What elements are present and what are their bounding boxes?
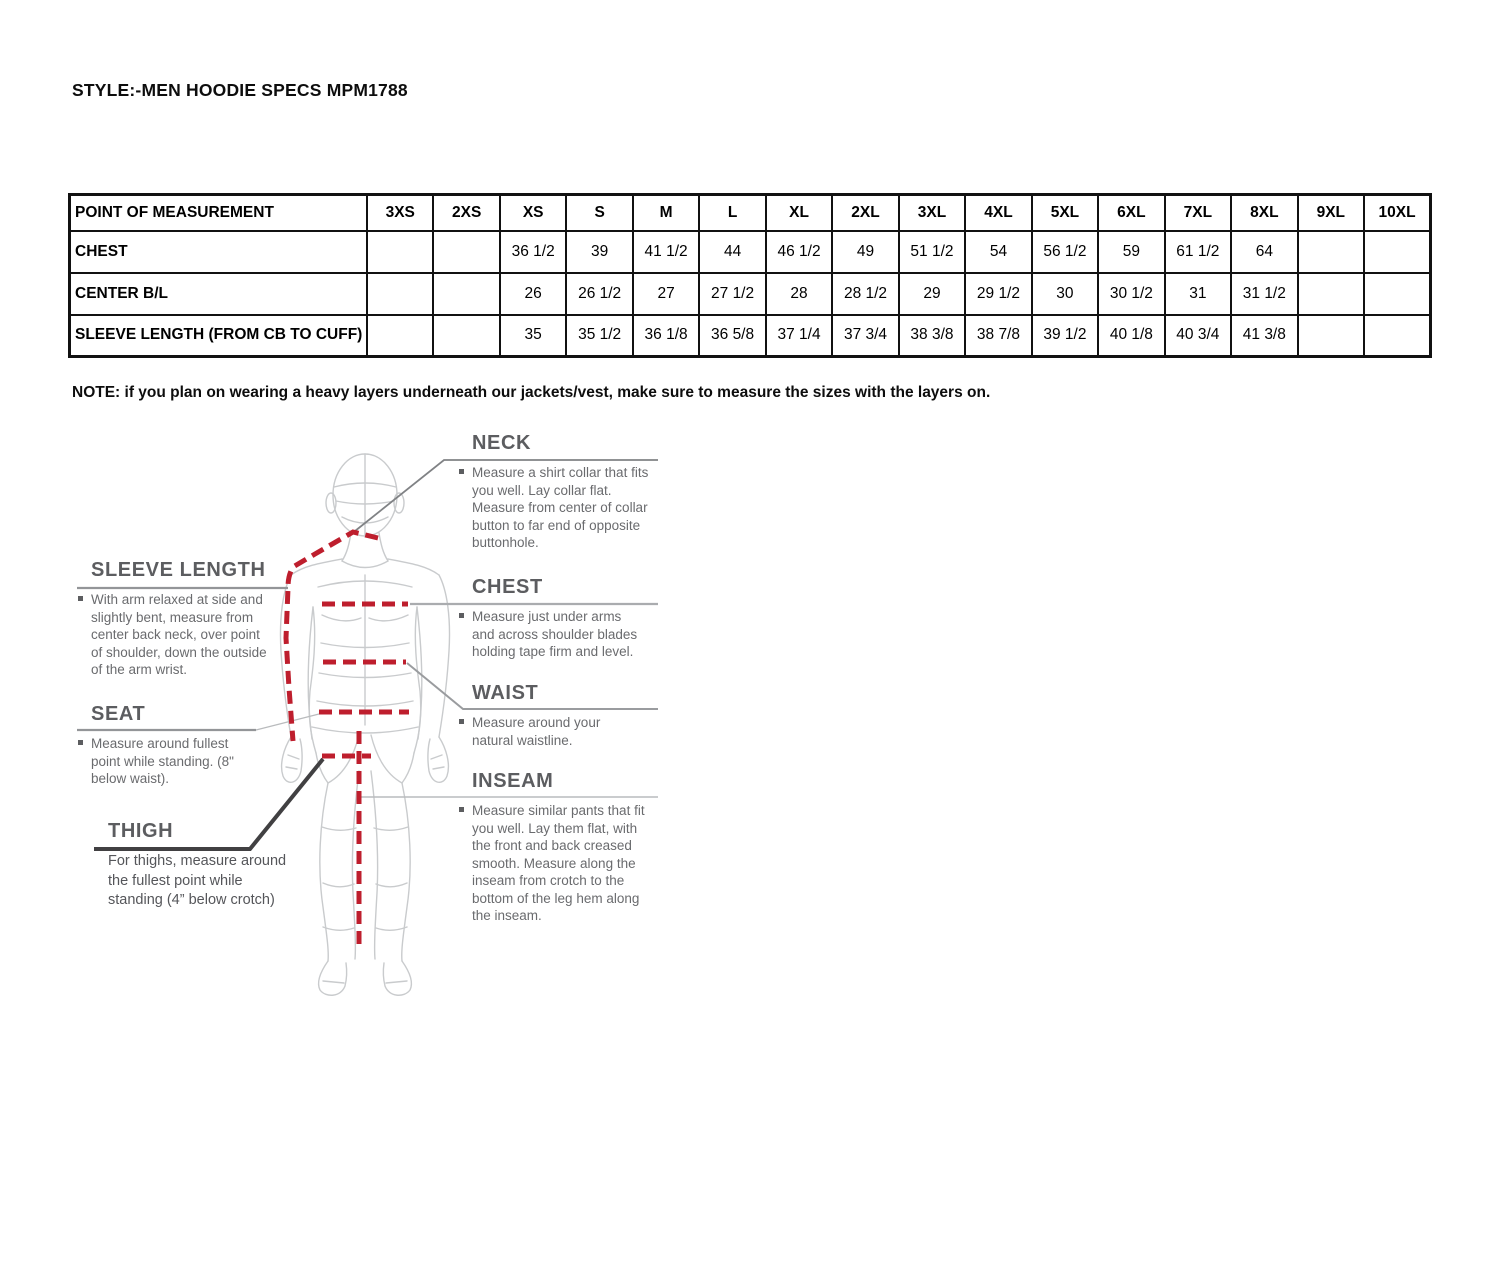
size-table [68,193,1432,358]
size-value-cell: 27 [633,273,699,315]
size-value-cell: 61 1/2 [1165,231,1231,273]
size-value-cell: 39 [566,231,632,273]
seat-instructions: Measure around fullest point while standing. (8" below waist). [91,735,251,788]
size-value-cell: 40 3/4 [1165,315,1231,357]
size-value-cell: 30 [1032,273,1098,315]
size-value-cell: 26 [500,273,566,315]
size-value-cell: 29 1/2 [965,273,1031,315]
size-value-cell [1298,273,1364,315]
measurement-row-label: CHEST [70,231,368,273]
size-column-header: XL [766,195,832,231]
size-value-cell: 30 1/2 [1098,273,1164,315]
page-title: STYLE:-MEN HOODIE SPECS MPM1788 [72,80,408,100]
size-column-header: 3XL [899,195,965,231]
sleeve-length-label-group [91,558,291,679]
neck-instructions: Measure a shirt collar that fits you well. Lay collar flat. Measure from center of collar button to far end of opposite buttonhole. [472,464,660,552]
size-column-header: S [566,195,632,231]
seat-label-group [91,702,271,788]
size-value-cell: 56 1/2 [1032,231,1098,273]
seat-label: SEAT [91,703,146,725]
size-value-cell: 36 5/8 [699,315,765,357]
size-table-row [70,231,1431,273]
thigh-instructions: For thighs, measure around the fullest point while standing (4” below crotch) [108,853,287,909]
size-value-cell [367,231,433,273]
size-column-header: M [633,195,699,231]
size-value-cell: 39 1/2 [1032,315,1098,357]
size-table-row [70,273,1431,315]
waist-instructions: Measure around your natural waistline. [472,714,622,749]
waist-label: WAIST [472,682,539,704]
size-column-header: 3XS [367,195,433,231]
size-value-cell: 35 [500,315,566,357]
neck-label: NECK [472,432,532,454]
size-value-cell: 37 3/4 [832,315,898,357]
size-value-cell: 38 3/8 [899,315,965,357]
chest-instructions: Measure just under arms and across shoulder blades holding tape firm and level. [472,608,647,661]
size-value-cell: 38 7/8 [965,315,1031,357]
size-value-cell: 59 [1098,231,1164,273]
size-column-header: 9XL [1298,195,1364,231]
size-value-cell: 31 1/2 [1231,273,1297,315]
size-value-cell: 40 1/8 [1098,315,1164,357]
size-value-cell: 28 [766,273,832,315]
size-value-cell [433,273,499,315]
size-value-cell: 26 1/2 [566,273,632,315]
size-value-cell: 35 1/2 [566,315,632,357]
size-value-cell [433,231,499,273]
thigh-label: THIGH [108,820,174,842]
size-column-header: XS [500,195,566,231]
size-column-header: 2XL [832,195,898,231]
size-column-header: L [699,195,765,231]
size-table-row [70,315,1431,357]
thigh-label-group [108,819,308,911]
size-column-header: 10XL [1364,195,1430,231]
size-table-container [68,193,1432,358]
chest-label-group [472,575,667,661]
size-value-cell: 46 1/2 [766,231,832,273]
size-value-cell [433,315,499,357]
inseam-instructions: Measure similar pants that fit you well. Lay them flat, with the front and back creased smooth. Measure along the inseam from crotch to the bottom of the leg hem along the inseam. [472,802,650,925]
size-column-header: 2XS [433,195,499,231]
measurement-row-label: CENTER B/L [70,273,368,315]
size-value-cell: 44 [699,231,765,273]
note-text: NOTE: if you plan on wearing a heavy layers underneath our jackets/vest, make sure to measure the sizes with the layers on. [72,384,991,401]
size-value-cell [1364,315,1430,357]
size-value-cell: 54 [965,231,1031,273]
size-value-cell: 41 3/8 [1231,315,1297,357]
size-column-header: 5XL [1032,195,1098,231]
size-value-cell: 28 1/2 [832,273,898,315]
measurement-row-label: SLEEVE LENGTH (FROM CB TO CUFF) [70,315,368,357]
size-value-cell: 36 1/8 [633,315,699,357]
size-value-cell: 37 1/4 [766,315,832,357]
size-value-cell: 31 [1165,273,1231,315]
size-value-cell [1298,315,1364,357]
size-value-cell: 36 1/2 [500,231,566,273]
size-value-cell [367,315,433,357]
size-value-cell: 29 [899,273,965,315]
size-value-cell [1364,231,1430,273]
size-value-cell: 49 [832,231,898,273]
size-column-header: 4XL [965,195,1031,231]
inseam-label: INSEAM [472,770,554,792]
size-value-cell: 51 1/2 [899,231,965,273]
size-value-cell: 27 1/2 [699,273,765,315]
size-value-cell [1364,273,1430,315]
sleeve-length-label: SLEEVE LENGTH [91,559,266,581]
chest-label: CHEST [472,576,543,598]
waist-label-group [472,681,667,749]
neck-label-group [472,431,667,552]
size-value-cell [367,273,433,315]
sleeve-length-instructions: With arm relaxed at side and slightly bent, measure from center back neck, over point of shoulder, down the outside of the arm wrist. [91,591,273,679]
inseam-label-group [472,769,667,925]
size-value-cell: 41 1/2 [633,231,699,273]
size-column-header: 7XL [1165,195,1231,231]
size-value-cell [1298,231,1364,273]
size-table-header-row [70,195,1431,231]
mannequin-wireframe [280,454,449,995]
size-column-header: 8XL [1231,195,1297,231]
measurement-diagram [60,425,700,1010]
size-value-cell: 64 [1231,231,1297,273]
size-column-header: 6XL [1098,195,1164,231]
point-of-measurement-header: POINT OF MEASUREMENT [70,195,368,231]
